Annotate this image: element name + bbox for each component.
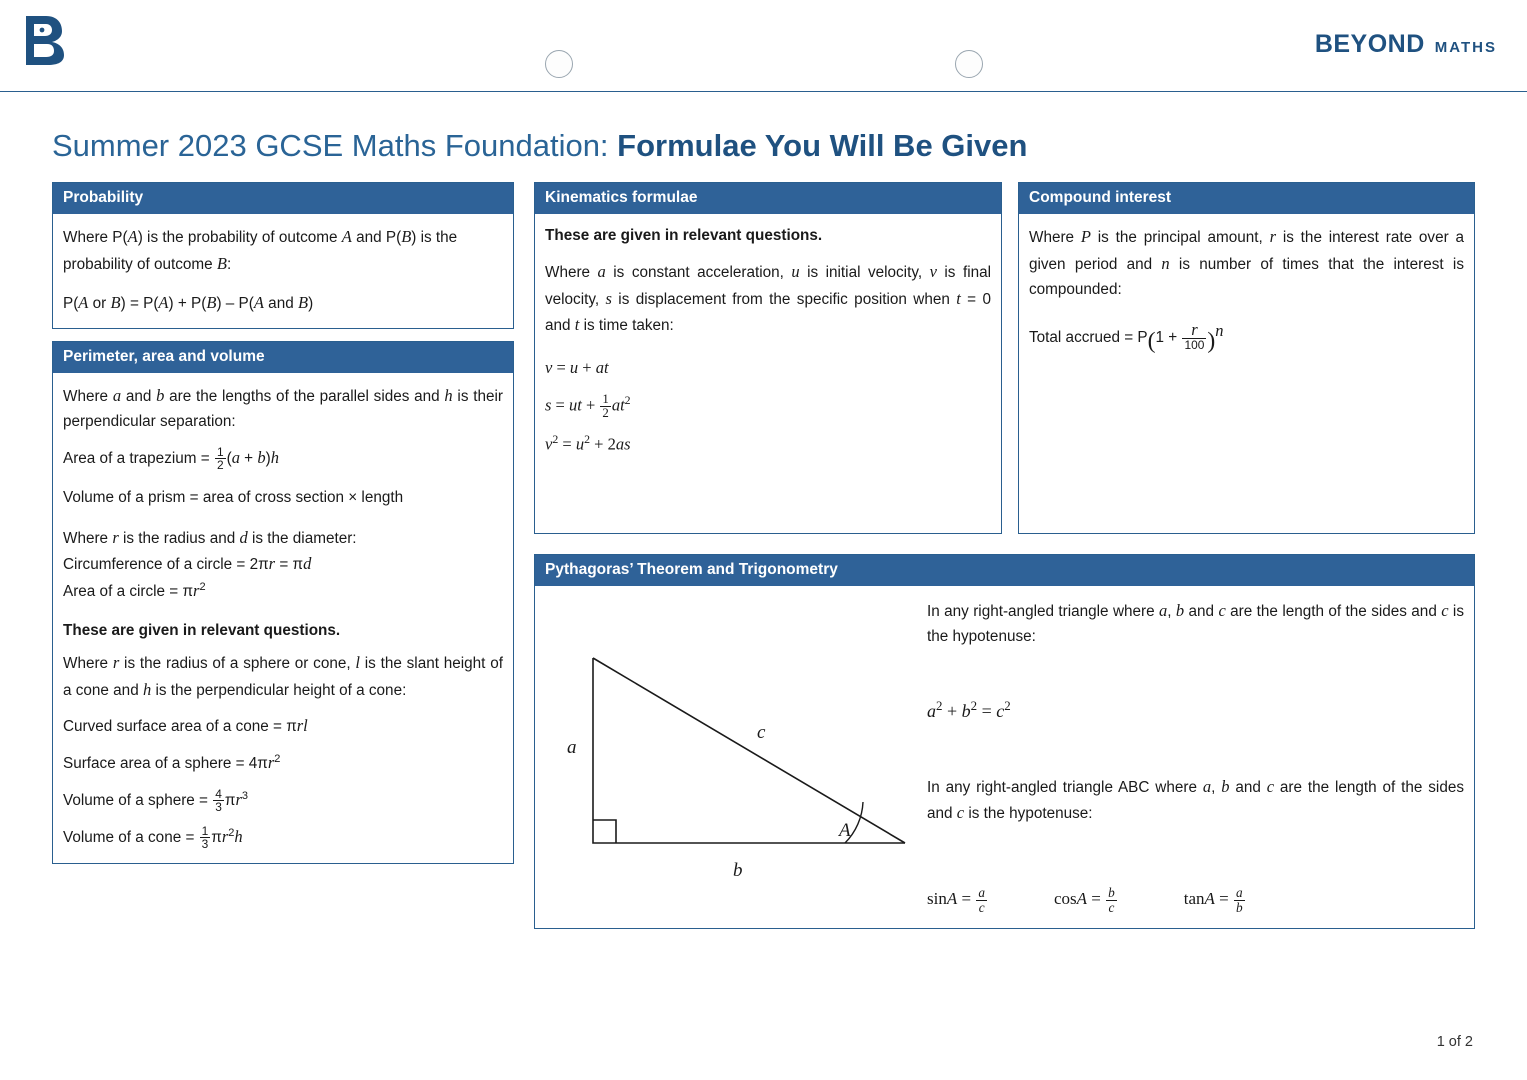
pythagoras-formula: $a^2 + b^2 = c^2$: [927, 697, 1011, 721]
kinematics-box: [534, 182, 1002, 534]
page-header: [0, 0, 1527, 92]
brand-name: BEYOND: [1314, 30, 1425, 58]
trig-ratios: [927, 885, 1464, 914]
prob-text-5: :: [227, 255, 232, 273]
svg-text:a: a: [567, 737, 577, 758]
kinematics-equation-1: v = u + at: [545, 358, 609, 378]
probability-body: [53, 214, 513, 328]
sphere-volume-label: Volume of a sphere =: [63, 791, 213, 809]
svg-text:b: b: [733, 860, 743, 881]
sin-ratio: sinA = $\frac{a}{c}$: [927, 884, 985, 915]
brand-subject: MATHS: [1434, 39, 1497, 56]
compound-heading: Compound interest: [1019, 183, 1474, 214]
cone-csa-formula: Curved surface area of a cone = πrl: [63, 716, 308, 736]
pythagoras-text-1: In any right-angled triangle where a, b and c are the length of the sides and c is the hypotenuse:: [927, 601, 1464, 645]
prob-text-1: Where P(: [63, 229, 128, 246]
page-title-emphasis: Formulae You Will Be Given: [617, 128, 1028, 163]
tan-ratio: tanA = $\frac{a}{b}$: [1183, 884, 1243, 915]
compound-formula-inner: 1 +: [1155, 329, 1182, 347]
prob-text-2: ) is the probability of outcome: [137, 229, 342, 246]
page-title: [52, 128, 1527, 164]
radius-intro: Where r is the radius and d is the diameter:: [63, 527, 357, 547]
perimeter-heading: Perimeter, area and volume: [53, 342, 513, 373]
sheet-columns: [52, 182, 1475, 941]
compound-body: [1019, 214, 1474, 372]
right-triangle-diagram: [545, 598, 923, 914]
circle-area-label: Area of a circle = π: [63, 583, 194, 601]
page-number: 1 of 2: [1436, 1034, 1473, 1050]
svg-text:A: A: [839, 820, 851, 841]
cone-volume-label: Volume of a cone =: [63, 828, 199, 846]
pythagoras-text: [923, 598, 1464, 914]
probability-box: [52, 182, 514, 329]
perimeter-area-volume-box: [52, 341, 514, 864]
top-row: [534, 182, 1475, 546]
sphere-sa-formula: Surface area of a sphere = $4\pi r^2$: [63, 752, 281, 773]
prob-var-A1: A: [127, 227, 138, 246]
prob-text-4: ) is the probability of outcome: [63, 229, 458, 273]
brand-lockup: [1315, 30, 1497, 59]
prob-var-B1: B: [401, 227, 412, 246]
prism-formula: Volume of a prism = area of cross section × length: [63, 488, 404, 506]
sphere-intro: Where r is the radius of a sphere or cone, l is the slant height of a cone and h is the perpendicular height of a cone:: [63, 652, 503, 699]
circumference-formula: Circumference of a circle = 2πr = πd: [63, 554, 312, 574]
kinematics-equation-3: $v^2 = u^2 + 2as$: [545, 431, 631, 454]
kinematics-body: [535, 214, 1001, 479]
pythagoras-body: [535, 586, 1474, 928]
trapezium-formula: Area of a trapezium = $\frac{1}{2}$ (a + b)h: [63, 444, 279, 473]
probability-heading: Probability: [53, 183, 513, 214]
prob-var-B2: B: [216, 253, 227, 273]
trapezium-label: Area of a trapezium =: [63, 449, 214, 467]
perimeter-body: [53, 373, 513, 863]
kinematics-equation-2: s = ut + $\frac{1}{2}$ $at^2$: [545, 391, 631, 421]
svg-text:c: c: [757, 722, 766, 743]
left-column: [52, 182, 514, 876]
kinematics-heading: Kinematics formulae: [535, 183, 1001, 214]
compound-intro: Where P is the principal amount, r is the interest rate over a given period and n is number of times that the interest is compounded:: [1029, 227, 1464, 298]
compound-formula: Total accrued = P(1 + $\frac{r}{100}$ )$^n$: [1029, 319, 1224, 354]
sphere-volume-formula: Volume of a sphere = $\frac{4}{3}$ $\pi r^3$: [63, 786, 248, 815]
pythagoras-box: [534, 554, 1475, 929]
kinematics-intro: Where a is constant acceleration, u is initial velocity, v is final velocity, s is displacement from the specific position when t = 0 and t is time taken:: [545, 261, 992, 335]
kinematics-given-note: These are given in relevant questions.: [545, 227, 823, 244]
prob-var-A2: A: [341, 227, 352, 246]
probability-formula: P(A or B) = P(A) + P(B) – P(A and B): [63, 292, 314, 312]
right-column: [534, 182, 1475, 941]
punch-hole-left: [545, 50, 573, 78]
formula-sheet: [0, 182, 1527, 941]
compound-interest-box: [1018, 182, 1475, 534]
perimeter-intro: Where a and b are the lengths of the parallel sides and h is their perpendicular separation:: [63, 386, 503, 431]
circle-area-formula: Area of a circle = $\pi r^2$: [63, 581, 206, 601]
cone-volume-formula: Volume of a cone = $\frac{1}{3}$ $\pi r^2h$: [63, 823, 243, 852]
page-title-prefix: Summer 2023 GCSE Maths Foundation:: [52, 128, 618, 163]
probability-intro: [63, 224, 503, 278]
perimeter-given-note: These are given in relevant questions.: [63, 621, 341, 639]
cos-ratio: cosA = $\frac{b}{c}$: [1053, 884, 1115, 915]
beyond-bird-logo-icon: [22, 14, 66, 66]
compound-formula-label: Total accrued = P: [1029, 329, 1148, 347]
pythagoras-text-2: In any right-angled triangle ABC where a, b and c are the length of the sides and c is the hypotenuse:: [927, 776, 1464, 823]
pythagoras-heading: Pythagoras’ Theorem and Trigonometry: [535, 555, 1474, 586]
punch-hole-right: [955, 50, 983, 78]
prob-text-3: and P(: [356, 229, 402, 246]
